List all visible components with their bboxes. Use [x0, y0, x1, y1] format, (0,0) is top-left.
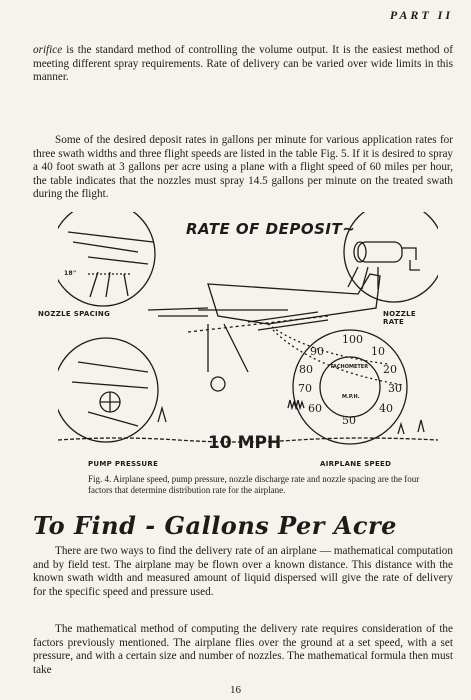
- label-airplane-speed: AIRPLANE SPEED: [320, 460, 392, 468]
- dial-number: 10: [371, 345, 385, 358]
- paragraph-orifice: [33, 44, 453, 85]
- dial-number: 100: [342, 333, 363, 346]
- label-nozzle-spacing: NOZZLE SPACING: [38, 310, 111, 318]
- tachometer-unit: M.P.H.: [342, 394, 360, 400]
- tachometer-label: TACHOMETER: [330, 364, 369, 370]
- dial-number: 20: [383, 363, 397, 376]
- paragraph-body: is the standard method of controlling the volume output. It is the easiest method of meeting different spray requirements. Rate of delivery can be varied over wide limits in this manner.: [33, 44, 453, 84]
- dial-number: 50: [342, 414, 356, 427]
- spacing-dimension: 18": [64, 270, 77, 277]
- dial-number: 80: [299, 363, 313, 376]
- paragraph-mathematical-method: The mathematical method of computing the delivery rate requires consideration of the factors previously mentioned. The airplane flies over the ground at a set speed, with a set pressure, and with a certain size and number of nozzles. The mathematical formula then must take: [33, 623, 453, 676]
- pump-pressure-inset: [58, 338, 158, 442]
- label-nozzle-rate: NOZZLE RATE: [383, 310, 417, 326]
- dial-number: 90: [310, 345, 324, 358]
- label-pump-pressure: PUMP PRESSURE: [88, 460, 159, 468]
- running-header: PART II: [389, 8, 453, 22]
- paragraph-deposit-rates: Some of the desired deposit rates in gallons per minute for various application rates for three swath widths and three flight speeds are listed in the table Fig. 5. If it is desired to spray a 40 foot swath at 3 gallons per acre using a plane with a flight speed of 60 miles per hour, the table indicates that the nozzles must spray 14.5 gallons per minute on the treated swath during the flight.: [33, 134, 453, 201]
- section-heading: To Find - Gallons Per Acre: [33, 511, 397, 540]
- dial-number: 70: [298, 382, 312, 395]
- figure-caption: Fig. 4. Airplane speed, pump pressure, nozzle discharge rate and nozzle spacing are the four factors that determine distribution rate for the airplane.: [88, 474, 420, 495]
- speed-lettering: 10 MPH: [208, 433, 282, 453]
- figure-title: RATE OF DEPOSIT~: [186, 220, 356, 238]
- dial-number: 40: [379, 402, 393, 415]
- paragraph-lead-word: orifice: [33, 44, 63, 56]
- figure-rate-of-deposit: [38, 212, 438, 472]
- dial-number: 30: [388, 382, 402, 395]
- dial-number: 60: [308, 402, 322, 415]
- page-number: 16: [230, 684, 241, 696]
- paragraph-two-ways: There are two ways to find the delivery rate of an airplane — mathematical computation and by field test. The airplane may be flown over a known distance. This distance with the known swath width and measured amount of liquid dispersed will give the rate of delivery for the specific speed and pressure used.: [33, 545, 453, 598]
